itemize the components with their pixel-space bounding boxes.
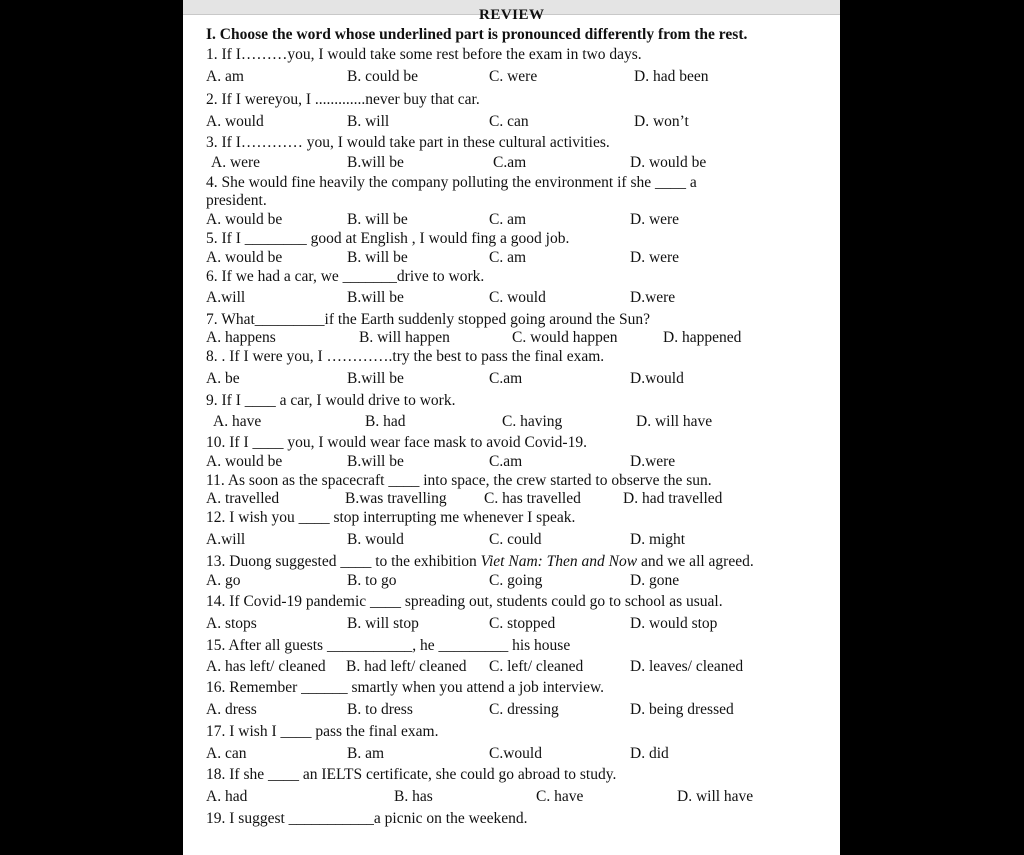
question-17: 17. I wish I ____ pass the final exam. xyxy=(206,723,439,740)
q11-option-a: A. travelled xyxy=(206,490,280,507)
q17-option-c: C.would xyxy=(489,745,542,762)
q5-option-d: D. were xyxy=(630,249,680,266)
q2-option-a: A. would xyxy=(206,113,264,130)
q3-option-c: C.am xyxy=(493,154,527,171)
q10-option-c: C.am xyxy=(489,453,523,470)
q11-option-d: D. had travelled xyxy=(623,490,723,507)
q10-option-d: D.were xyxy=(630,453,676,470)
question-6: 6. If we had a car, we _______drive to work. xyxy=(206,268,485,285)
q3-option-b: B.will be xyxy=(347,154,404,171)
q5-option-b: B. will be xyxy=(347,249,408,266)
q14-option-c: C. stopped xyxy=(489,615,556,632)
q18-option-c: C. have xyxy=(536,788,584,805)
q8-option-a: A. be xyxy=(206,370,240,387)
q6-option-d: D.were xyxy=(630,289,676,306)
q13-option-c: C. going xyxy=(489,572,543,589)
q6-option-c: C. would xyxy=(489,289,546,306)
q6-option-a: A.will xyxy=(206,289,246,306)
question-7: 7. What_________if the Earth suddenly stopped going around the Sun? xyxy=(206,311,650,328)
q14-option-a: A. stops xyxy=(206,615,257,632)
question-4: 4. She would fine heavily the company polluting the environment if she ____ a xyxy=(206,174,697,191)
q13-option-a: A. go xyxy=(206,572,241,589)
q3-option-a: A. were xyxy=(211,154,261,171)
q6-option-b: B.will be xyxy=(347,289,404,306)
question-9: 9. If I ____ a car, I would drive to work. xyxy=(206,392,456,409)
q7-option-a: A. happens xyxy=(206,329,276,346)
q18-option-a: A. had xyxy=(206,788,248,805)
q12-option-b: B. would xyxy=(347,531,404,548)
q1-option-c: C. were xyxy=(489,68,538,85)
question-13 xyxy=(206,553,754,571)
exhibition-title: Viet Nam: Then and Now xyxy=(480,553,638,570)
q15-option-c: C. left/ cleaned xyxy=(489,658,584,675)
q1-option-a: A. am xyxy=(206,68,244,85)
q9-option-a: A. have xyxy=(213,413,262,430)
q7-option-c: C. would happen xyxy=(512,329,618,346)
question-4-continued: president. xyxy=(206,192,267,209)
q10-option-b: B.will be xyxy=(347,453,404,470)
question-10: 10. If I ____ you, I would wear face mask to avoid Covid-19. xyxy=(206,434,587,451)
q2-option-d: D. won’t xyxy=(634,113,689,130)
q12-option-c: C. could xyxy=(489,531,542,548)
q4-option-c: C. am xyxy=(489,211,527,228)
q1-option-d: D. had been xyxy=(634,68,709,85)
q13-option-d: D. gone xyxy=(630,572,680,589)
q5-option-c: C. am xyxy=(489,249,527,266)
question-2: 2. If I wereyou, I .............never buy that car. xyxy=(206,91,480,108)
q16-option-a: A. dress xyxy=(206,701,257,718)
q15-option-a: A. has left/ cleaned xyxy=(206,658,326,675)
q10-option-a: A. would be xyxy=(206,453,283,470)
q11-option-c: C. has travelled xyxy=(484,490,581,507)
question-3: 3. If I………… you, I would take part in these cultural activities. xyxy=(206,134,610,151)
q12-option-a: A.will xyxy=(206,531,246,548)
question-11: 11. As soon as the spacecraft ____ into space, the crew started to observe the sun. xyxy=(206,472,712,489)
page-title: REVIEW xyxy=(479,7,545,23)
q16-option-d: D. being dressed xyxy=(630,701,734,718)
question-18: 18. If she ____ an IELTS certificate, she could go abroad to study. xyxy=(206,766,617,783)
q13-option-b: B. to go xyxy=(347,572,397,589)
q17-option-d: D. did xyxy=(630,745,669,762)
question-19: 19. I suggest ___________a picnic on the weekend. xyxy=(206,810,528,827)
q8-option-b: B.will be xyxy=(347,370,404,387)
question-8: 8. . If I were you, I ………….try the best to pass the final exam. xyxy=(206,348,605,365)
question-5: 5. If I ________ good at English , I would fing a good job. xyxy=(206,230,570,247)
q7-option-b: B. will happen xyxy=(359,329,450,346)
q14-option-d: D. would stop xyxy=(630,615,718,632)
worksheet-page xyxy=(183,0,840,855)
q14-option-b: B. will stop xyxy=(347,615,419,632)
q17-option-b: B. am xyxy=(347,745,385,762)
q8-option-c: C.am xyxy=(489,370,523,387)
q4-option-d: D. were xyxy=(630,211,680,228)
q17-option-a: A. can xyxy=(206,745,247,762)
q18-option-b: B. has xyxy=(394,788,433,805)
q2-option-b: B. will xyxy=(347,113,390,130)
q1-option-b: B. could be xyxy=(347,68,419,85)
q15-option-b: B. had left/ cleaned xyxy=(346,658,467,675)
question-14: 14. If Covid-19 pandemic ____ spreading out, students could go to school as usual. xyxy=(206,593,723,610)
q16-option-b: B. to dress xyxy=(347,701,413,718)
q18-option-d: D. will have xyxy=(677,788,754,805)
q16-option-c: C. dressing xyxy=(489,701,559,718)
question-12: 12. I wish you ____ stop interrupting me whenever I speak. xyxy=(206,509,576,526)
q7-option-d: D. happened xyxy=(663,329,742,346)
q11-option-b: B.was travelling xyxy=(345,490,447,507)
section-heading: I. Choose the word whose underlined part is pronounced differently from the rest. xyxy=(206,26,748,43)
q9-option-b: B. had xyxy=(365,413,406,430)
question-13-end: and we all agreed. xyxy=(637,553,754,570)
q4-option-b: B. will be xyxy=(347,211,408,228)
q3-option-d: D. would be xyxy=(630,154,707,171)
question-16: 16. Remember ______ smartly when you attend a job interview. xyxy=(206,679,605,696)
q9-option-d: D. will have xyxy=(636,413,713,430)
q4-option-a: A. would be xyxy=(206,211,283,228)
q15-option-d: D. leaves/ cleaned xyxy=(630,658,744,675)
q2-option-c: C. can xyxy=(489,113,529,130)
q12-option-d: D. might xyxy=(630,531,686,548)
question-1: 1. If I………you, I would take some rest before the exam in two days. xyxy=(206,46,642,63)
q8-option-d: D.would xyxy=(630,370,684,387)
q9-option-c: C. having xyxy=(502,413,563,430)
q5-option-a: A. would be xyxy=(206,249,283,266)
question-15: 15. After all guests ___________, he _________ his house xyxy=(206,637,571,654)
question-13-start: 13. Duong suggested ____ to the exhibition xyxy=(206,553,481,570)
